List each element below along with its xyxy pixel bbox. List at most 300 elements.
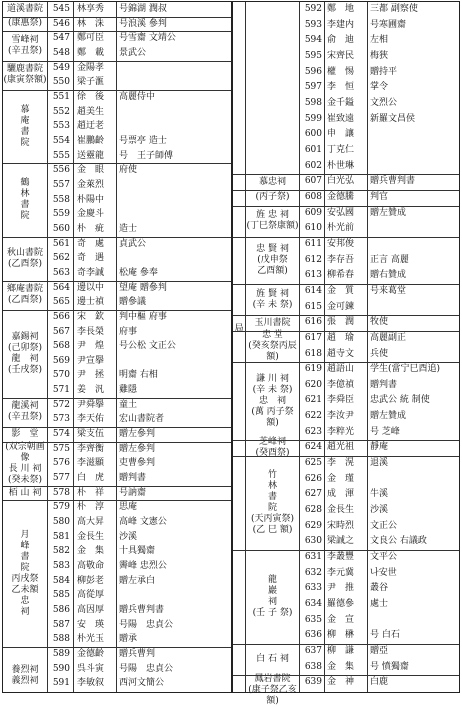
person-name: 金 宣 — [327, 614, 355, 625]
entry-number: 559 — [52, 209, 70, 220]
table-row — [233, 378, 459, 394]
table-row — [233, 143, 459, 159]
entry-note: 贈判書 — [119, 473, 147, 484]
person-name: 金德齡 — [77, 649, 105, 660]
table-row — [233, 347, 459, 363]
group-label-line: 祠 — [267, 597, 277, 608]
entry-number: 564 — [52, 282, 70, 293]
table-row — [3, 632, 231, 647]
person-name: 趙迂老 — [77, 121, 105, 132]
group-label-line: 白 石 祠 — [256, 654, 289, 665]
table-row — [233, 675, 459, 691]
entry-number: 580 — [52, 517, 70, 528]
table-row — [233, 362, 459, 378]
table-row — [3, 368, 231, 383]
person-name: 柳希春 — [327, 270, 355, 281]
entry-note: 望庵 贈參判 — [119, 282, 167, 293]
group-label-line: (康惠祭) — [7, 18, 43, 29]
entry-note: 贈兵曹判書 — [119, 605, 165, 616]
entry-number: 601 — [304, 144, 322, 155]
person-name: 奇李誠 — [77, 267, 105, 278]
person-name: 金 質 — [327, 285, 355, 296]
person-name: 趙光祖 — [327, 442, 355, 453]
table-row — [233, 409, 459, 425]
person-name: 金 集 — [327, 661, 355, 672]
table-row — [233, 2, 459, 18]
left-column — [3, 2, 231, 692]
entry-note: 文正公 — [370, 520, 398, 531]
entry-note: 文平公 — [370, 552, 398, 563]
person-name: 尹 煌 — [77, 341, 105, 352]
entry-note: 号公松 文正公 — [119, 341, 176, 352]
person-name: 李長榮 — [77, 326, 105, 337]
group-label-line: 慕 — [20, 104, 30, 115]
entry-note: 退溪 — [370, 458, 389, 469]
table-row — [233, 393, 459, 409]
person-name: 邊士禎 — [77, 297, 105, 308]
person-name: 金慶斗 — [77, 209, 105, 220]
person-name: 李汝尹 — [327, 411, 355, 422]
entry-number: 557 — [52, 179, 70, 190]
person-name: 梁子滙 — [77, 77, 105, 88]
entry-number: 613 — [304, 270, 322, 281]
entry-number: 546 — [52, 18, 70, 29]
person-name: 李存吾 — [327, 254, 355, 265]
entry-number: 634 — [304, 599, 322, 610]
table-row — [3, 178, 231, 193]
group-label-line: 乙酉額) — [257, 265, 288, 276]
person-name: 申 讓 — [327, 129, 355, 140]
person-name: 鄭可臣 — [77, 33, 105, 44]
person-name: 奇 遇 — [77, 253, 105, 264]
person-name: 高因厚 — [77, 605, 105, 616]
group-label-line: 謙 川 祠 — [256, 373, 289, 384]
group-label-line: (辛丑祭) — [7, 412, 43, 423]
table-row — [3, 662, 231, 677]
entry-number: 617 — [304, 332, 322, 343]
entry-number: 595 — [304, 50, 322, 61]
entry-note: 号浪溪 參判 — [119, 18, 167, 29]
group-label-line: 龍溪祠 — [11, 401, 39, 412]
group-label-line: 鄉庵書院 — [6, 284, 43, 295]
entry-note: 高麗副正 — [370, 332, 407, 343]
entry-note: 贈左參判 — [119, 429, 156, 440]
table-row — [3, 61, 231, 76]
entry-number: 635 — [304, 614, 322, 625]
group-label-line: 芝峰祠 — [258, 437, 286, 448]
table-row — [3, 618, 231, 633]
entry-number: 633 — [304, 583, 322, 594]
table-row — [3, 354, 231, 369]
entry-number: 554 — [52, 135, 70, 146]
table-row — [233, 315, 459, 331]
entry-note: 号寒圃齋 — [370, 19, 407, 30]
person-name: 金千鎰 — [327, 97, 355, 108]
table-row — [3, 17, 231, 32]
entry-number: 614 — [304, 285, 322, 296]
table-row — [3, 603, 231, 618]
entry-number: 577 — [52, 473, 70, 484]
group-label-line: 丙戌祭 — [11, 573, 39, 584]
table-row — [3, 676, 231, 691]
person-name: 安弘國 — [327, 207, 355, 218]
person-name: 徐 後 — [77, 91, 105, 102]
person-name: 尹舜擧 — [77, 399, 105, 410]
entry-note: 宏山書院者 — [119, 414, 165, 425]
table-row — [233, 581, 459, 597]
group-label-line: (辛丑祭) — [7, 45, 43, 56]
table-row — [3, 31, 231, 46]
entry-note: 号来葛堂 — [370, 285, 407, 296]
person-name: 宋時烈 — [327, 520, 355, 531]
person-name: 李叢豐 — [327, 552, 355, 563]
entry-number: 556 — [52, 165, 70, 176]
entry-note: 贈右贊成 — [370, 270, 407, 281]
entry-number: 565 — [52, 297, 70, 308]
entry-note: 高峰 文憲公 — [119, 517, 167, 528]
entry-number: 562 — [52, 253, 70, 264]
table-row — [233, 253, 459, 269]
entry-note: 号雪齋 文靖公 — [119, 33, 176, 44]
person-name: 俞 迪 — [327, 35, 355, 46]
person-name: 邊以中 — [77, 282, 105, 293]
table-row — [3, 310, 231, 325]
table-row — [233, 284, 459, 300]
entry-number: 631 — [304, 552, 322, 563]
entry-number: 547 — [52, 33, 70, 44]
entry-number: 630 — [304, 536, 322, 547]
person-name: 李元冀 — [327, 567, 355, 578]
table-row — [233, 33, 459, 49]
group-label-line: (丙子祭) — [255, 192, 290, 203]
table-row — [233, 96, 459, 112]
entry-number: 586 — [52, 605, 70, 616]
person-name: 林 洙 — [77, 18, 105, 29]
group-label-line: 庵 — [20, 115, 30, 126]
table-row — [3, 500, 231, 515]
person-name: 白光弘 — [327, 176, 355, 187]
entry-note: 贈承 — [119, 634, 138, 645]
table-row — [3, 325, 231, 340]
table-row — [233, 487, 459, 503]
person-name: 梁誠之 — [327, 536, 355, 547]
entry-number: 624 — [304, 442, 322, 453]
person-name: 金德騰 — [327, 191, 355, 202]
entry-number: 639 — [304, 677, 322, 688]
group-label-line: 院 — [20, 210, 30, 221]
entry-number: 571 — [52, 385, 70, 396]
entry-number: 561 — [52, 238, 70, 249]
person-name: 崔鵬齡 — [77, 135, 105, 146]
entry-note: 号票亭 造士 — [119, 135, 167, 146]
person-name: 安邦俊 — [327, 238, 355, 249]
entry-note: 松庵 參奉 — [119, 267, 158, 278]
group-label-line: 影 堂 — [11, 428, 39, 439]
entry-number: 596 — [304, 66, 322, 77]
entry-note: 處士 — [370, 599, 389, 610]
entry-note: 文烈公 — [370, 97, 398, 108]
entry-note: 靜庵 — [370, 442, 389, 453]
entry-note: 高麗侍中 — [119, 91, 156, 102]
person-name: 權 惕 — [327, 66, 355, 77]
group-label-line: (乙 巳 額) — [252, 525, 293, 536]
group-label-line: 旌 忠 祠 — [256, 210, 289, 221]
table-row — [3, 427, 231, 442]
table-row — [3, 193, 231, 208]
entry-number: 576 — [52, 458, 70, 469]
table-row — [3, 515, 231, 530]
table-row — [3, 163, 231, 178]
entry-number: 572 — [52, 399, 70, 410]
group-label-line: (萬 丙子祭額) — [251, 406, 294, 428]
entry-note: 贈持平 — [370, 66, 398, 77]
person-name: 金 眼 — [77, 165, 105, 176]
table-row — [3, 90, 231, 105]
entry-note: 明齋 右相 — [119, 370, 158, 381]
entry-number: 587 — [52, 619, 70, 630]
entry-number: 585 — [52, 590, 70, 601]
group-label-line: 龍 — [267, 575, 277, 586]
person-name: 柳 楙 — [327, 630, 355, 641]
table-row — [3, 412, 231, 427]
person-name: 趙 瑜 — [327, 332, 355, 343]
person-name: 金 集 — [77, 546, 105, 557]
person-name: 宋 欽 — [77, 311, 105, 322]
person-name: 安 瑛 — [77, 619, 105, 630]
entry-number: 616 — [304, 317, 322, 328]
person-name: 高敬命 — [77, 561, 105, 572]
entry-number: 593 — [304, 19, 322, 30]
table-row — [233, 425, 459, 441]
person-name: 金萊烈 — [77, 179, 105, 190]
group-label-line: 玉川書院 — [254, 317, 291, 328]
group-label-line: (辛 未 祭) — [252, 384, 293, 395]
entry-note: 贈左承白 — [119, 575, 156, 586]
group-label-line: (乙酉祭) — [7, 258, 43, 269]
entry-number: 578 — [52, 487, 70, 498]
person-name: 李粹光 — [327, 426, 355, 437]
entry-number: 636 — [304, 630, 322, 641]
entry-note: 贈參議 — [119, 297, 147, 308]
entry-number: 575 — [52, 443, 70, 454]
group-label-line: 雪峰祠 — [11, 34, 39, 45]
table-row — [233, 18, 459, 34]
person-name: 李滋顯 — [77, 458, 105, 469]
group-label-line: 道溪書院 — [6, 3, 43, 14]
entry-number: 621 — [304, 395, 322, 406]
group-label-line: 嘉錫祠 — [11, 331, 39, 342]
person-name: 李舜臣 — [327, 395, 355, 406]
table-row — [233, 456, 459, 472]
entry-note: 学生(當宁巳酉追) — [370, 364, 441, 375]
entry-number: 581 — [52, 531, 70, 542]
group-label-line: 養烈祠 — [11, 665, 39, 676]
entry-note: 判官 — [370, 191, 389, 202]
group-label-line: 祠 — [20, 606, 30, 617]
group-label-line: 長 川 祠 — [8, 463, 42, 474]
group-label-line: 忠 賢 祠 — [256, 243, 289, 254]
group-label-line: 巖 — [267, 586, 277, 597]
entry-number: 590 — [52, 663, 70, 674]
entry-number: 558 — [52, 194, 70, 205]
group-label-line: (癸酉祭) — [255, 448, 290, 459]
group-label-line: 院 — [20, 562, 30, 573]
table-row — [233, 190, 459, 206]
entry-number: 600 — [304, 129, 322, 140]
entry-number: 582 — [52, 546, 70, 557]
person-name: 金長生 — [77, 531, 105, 542]
entry-note: 贈亞 — [370, 646, 389, 657]
person-name: 林享秀 — [77, 4, 105, 14]
entry-note: 牛溪 — [370, 489, 389, 500]
table-row — [233, 300, 459, 316]
entry-number: 598 — [304, 97, 322, 108]
entry-number: 563 — [52, 267, 70, 278]
entry-note: 号陽 忠貞公 — [119, 619, 174, 630]
entry-number: 568 — [52, 341, 70, 352]
table-row — [3, 251, 231, 266]
entry-note: 西河文簡公 — [119, 678, 165, 689]
entry-note: 貞武公 — [119, 238, 147, 249]
person-name: 柳 謙 — [327, 646, 355, 657]
entry-number: 632 — [304, 567, 322, 578]
register-page — [2, 1, 460, 707]
group-label-line: 鶴 — [20, 177, 30, 188]
entry-note: 贈左參判 — [119, 443, 156, 454]
group-label-line: (戊申祭 — [257, 254, 288, 265]
group-label-line: (康寅祭額) — [3, 75, 47, 86]
person-name: 尹宣擧 — [77, 355, 105, 366]
person-name: 李敏叙 — [77, 678, 105, 689]
table-row — [3, 119, 231, 134]
group-label-line: 栢 山 祠 — [8, 487, 42, 498]
entry-number: 623 — [304, 426, 322, 437]
entry-number: 592 — [304, 4, 322, 14]
table-row — [3, 237, 231, 252]
person-name: 李建内 — [327, 19, 355, 30]
entry-number: 560 — [52, 223, 70, 234]
person-name: 李億禎 — [327, 379, 355, 390]
person-name: 朴世琳 — [327, 160, 355, 171]
group-label-line: 院 — [20, 137, 30, 148]
entry-number: 574 — [52, 429, 70, 440]
table-row — [233, 628, 459, 644]
entry-note: 府使 — [119, 165, 138, 176]
table-row — [3, 75, 231, 90]
table-row — [3, 471, 231, 486]
entry-number: 610 — [304, 223, 322, 234]
entry-number: 619 — [304, 364, 322, 375]
group-label-line: 書 — [20, 199, 30, 210]
table-row — [3, 383, 231, 398]
group-label-line: 旌 賢 祠 — [256, 288, 289, 299]
table-row — [3, 442, 231, 457]
entry-number: 618 — [304, 348, 322, 359]
group-label-line: (辛 未 祭) — [252, 299, 293, 310]
entry-number: 594 — [304, 35, 322, 46]
entry-number: 549 — [52, 62, 70, 73]
table-row — [233, 221, 459, 237]
person-name: 金 神 — [327, 677, 355, 688]
person-name: 金可鍊 — [327, 301, 355, 312]
group-label-line: (癸亥祭丙辰額) — [248, 340, 297, 362]
entry-number: 551 — [52, 91, 70, 102]
entry-number: 607 — [304, 176, 322, 187]
group-label-line: 月 — [20, 529, 30, 540]
entry-note: 思庵 — [119, 502, 138, 513]
group-label-line: 忠 — [20, 595, 30, 606]
table-row — [233, 472, 459, 488]
entry-note: 造士 — [119, 223, 138, 234]
person-name: 高大昇 — [77, 517, 105, 528]
table-row — [3, 134, 231, 149]
table-row — [233, 331, 459, 347]
entry-note: 掌令 — [370, 82, 389, 93]
entry-number: 628 — [304, 505, 322, 516]
person-name: 姜 汎 — [77, 385, 105, 396]
group-label-line: 書 — [20, 551, 30, 562]
person-name: 朴 淳 — [77, 502, 105, 513]
entry-number: 591 — [52, 678, 70, 689]
group-label-line: 林 — [267, 481, 277, 492]
person-name: 尹 拯 — [77, 370, 105, 381]
person-name: 奇 處 — [77, 238, 105, 249]
entry-number: 569 — [52, 355, 70, 366]
table-row — [233, 534, 459, 550]
table-row — [3, 486, 231, 501]
entry-note: 号 憤獨齋 — [370, 661, 409, 672]
entry-note: 号訥齋 — [119, 487, 147, 498]
person-name: 崔致遠 — [327, 113, 355, 124]
entry-number: 609 — [304, 207, 322, 218]
table-row — [3, 207, 231, 222]
table-row — [3, 266, 231, 281]
group-label-line: 林 — [20, 188, 30, 199]
group-label-line: 鳳岩書院 — [254, 674, 291, 685]
entry-note: 文良公 右議政 — [370, 536, 427, 547]
person-name: 成 渾 — [327, 489, 355, 500]
entry-note: 正言 高麗 — [370, 254, 409, 265]
person-name: 趙寺文 — [327, 348, 355, 359]
person-name: 金長生 — [327, 505, 355, 516]
entry-note: 忠武公 統 制使 — [370, 395, 430, 406]
table-row — [233, 206, 459, 222]
entry-note: 号 王子師傅 — [119, 150, 174, 161]
entry-note: 白鹿 — [370, 677, 389, 688]
table-row — [233, 440, 459, 456]
entry-number: 599 — [304, 113, 322, 124]
entry-note: 童土 — [119, 399, 138, 410]
group-label-line: (壬戌祭) — [7, 364, 43, 375]
entry-note: 十具獨齋 — [119, 546, 156, 557]
entry-note: 号 芝峰 — [370, 426, 400, 437]
table-row — [233, 550, 459, 566]
group-label-line: (己卯祭) — [7, 342, 43, 353]
table-row — [233, 49, 459, 65]
table-row — [3, 647, 231, 662]
entry-note: 沙溪 — [119, 531, 138, 542]
person-name: 張 潤 — [327, 317, 355, 328]
entry-number: 588 — [52, 634, 70, 645]
entry-number: 552 — [52, 106, 70, 117]
table-row — [233, 174, 459, 190]
person-name: 宋齊民 — [327, 50, 355, 61]
entry-number: 573 — [52, 414, 70, 425]
table-row — [3, 574, 231, 589]
person-name: 鄭 地 — [327, 4, 355, 14]
person-name: 朴 疵 — [77, 223, 105, 234]
group-label-line: 慕忠祠 — [258, 176, 286, 187]
